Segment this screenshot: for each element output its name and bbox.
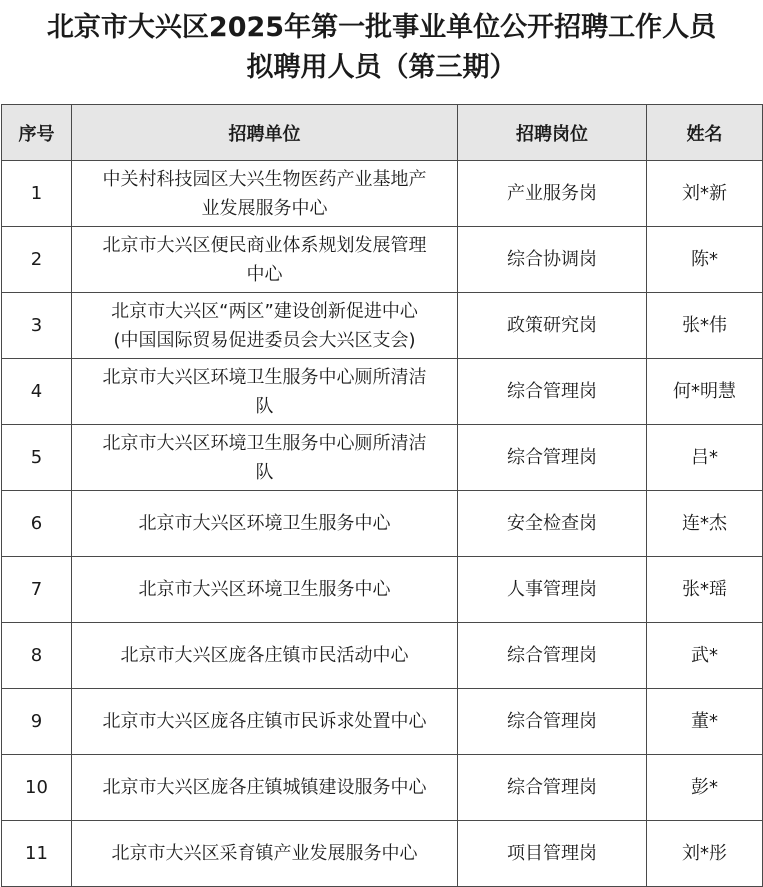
cell-serial: 7 — [2, 557, 72, 623]
table-row — [2, 491, 763, 557]
table-row — [2, 623, 763, 689]
document-title — [0, 0, 763, 104]
unit-line-2: 队 — [255, 461, 274, 483]
table-header-row — [2, 105, 763, 161]
cell-unit: 北京市大兴区庞各庄镇城镇建设服务中心 — [72, 755, 458, 821]
cell-post: 综合管理岗 — [458, 689, 647, 755]
table-row — [2, 557, 763, 623]
unit-line-1: 北京市大兴区“两区”建设创新促进中心 — [111, 300, 418, 322]
cell-name: 陈* — [647, 227, 763, 293]
cell-name: 刘*新 — [647, 161, 763, 227]
table-row — [2, 821, 763, 887]
unit-line-1: 北京市大兴区环境卫生服务中心厕所清洁 — [102, 366, 427, 388]
header-serial: 序号 — [2, 105, 72, 161]
cell-name: 彭* — [647, 755, 763, 821]
cell-unit — [72, 161, 458, 227]
unit-line-2: 业发展服务中心 — [201, 197, 328, 219]
unit-line-1: 北京市大兴区环境卫生服务中心厕所清洁 — [102, 432, 427, 454]
cell-name: 张*伟 — [647, 293, 763, 359]
cell-name: 刘*彤 — [647, 821, 763, 887]
cell-serial: 1 — [2, 161, 72, 227]
cell-name: 何*明慧 — [647, 359, 763, 425]
title-line-2: 拟聘用人员（第三期） — [246, 52, 517, 83]
cell-name: 张*瑶 — [647, 557, 763, 623]
cell-post: 综合管理岗 — [458, 755, 647, 821]
cell-name: 武* — [647, 623, 763, 689]
cell-name: 董* — [647, 689, 763, 755]
table-row — [2, 227, 763, 293]
cell-post: 政策研究岗 — [458, 293, 647, 359]
cell-serial: 9 — [2, 689, 72, 755]
cell-serial: 6 — [2, 491, 72, 557]
table-row — [2, 293, 763, 359]
cell-serial: 8 — [2, 623, 72, 689]
cell-serial: 3 — [2, 293, 72, 359]
cell-unit — [72, 293, 458, 359]
cell-post: 综合管理岗 — [458, 425, 647, 491]
table-row — [2, 359, 763, 425]
table-row — [2, 161, 763, 227]
cell-unit — [72, 227, 458, 293]
cell-serial: 4 — [2, 359, 72, 425]
cell-unit — [72, 359, 458, 425]
cell-post: 综合协调岗 — [458, 227, 647, 293]
cell-serial: 2 — [2, 227, 72, 293]
cell-serial: 10 — [2, 755, 72, 821]
cell-name: 连*杰 — [647, 491, 763, 557]
table-row — [2, 755, 763, 821]
header-unit: 招聘单位 — [72, 105, 458, 161]
cell-post: 项目管理岗 — [458, 821, 647, 887]
cell-unit — [72, 425, 458, 491]
header-post: 招聘岗位 — [458, 105, 647, 161]
cell-unit: 北京市大兴区庞各庄镇市民诉求处置中心 — [72, 689, 458, 755]
unit-line-2: (中国国际贸易促进委员会大兴区支会) — [113, 329, 416, 351]
cell-unit: 北京市大兴区环境卫生服务中心 — [72, 557, 458, 623]
table-row — [2, 425, 763, 491]
hire-roster-table — [1, 104, 763, 887]
header-name: 姓名 — [647, 105, 763, 161]
title-line-1: 北京市大兴区2025年第一批事业单位公开招聘工作人员 — [46, 12, 717, 43]
cell-name: 吕* — [647, 425, 763, 491]
table-row — [2, 689, 763, 755]
cell-post: 综合管理岗 — [458, 623, 647, 689]
unit-line-1: 北京市大兴区便民商业体系规划发展管理 — [102, 234, 427, 256]
cell-unit: 北京市大兴区环境卫生服务中心 — [72, 491, 458, 557]
unit-line-1: 中关村科技园区大兴生物医药产业基地产 — [102, 168, 427, 190]
unit-line-2: 中心 — [246, 263, 283, 285]
cell-post: 人事管理岗 — [458, 557, 647, 623]
cell-unit: 北京市大兴区庞各庄镇市民活动中心 — [72, 623, 458, 689]
cell-post: 综合管理岗 — [458, 359, 647, 425]
cell-post: 安全检查岗 — [458, 491, 647, 557]
cell-post: 产业服务岗 — [458, 161, 647, 227]
cell-serial: 5 — [2, 425, 72, 491]
cell-serial: 11 — [2, 821, 72, 887]
unit-line-2: 队 — [255, 395, 274, 417]
cell-unit: 北京市大兴区采育镇产业发展服务中心 — [72, 821, 458, 887]
